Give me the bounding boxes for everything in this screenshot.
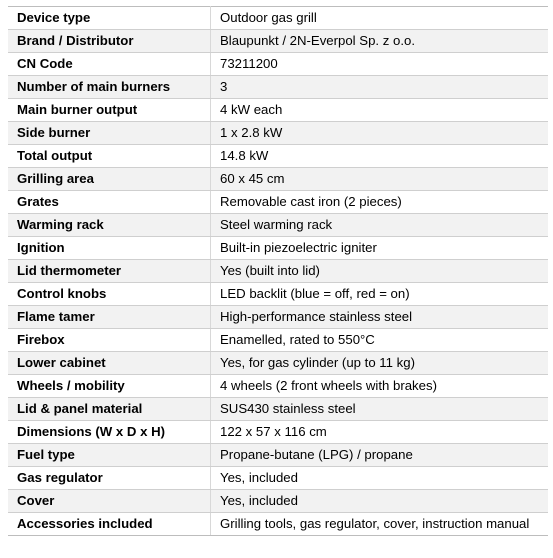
row-value: 122 x 57 x 116 cm [211,421,549,444]
table-row [8,421,548,444]
row-value: 4 wheels (2 front wheels with brakes) [211,375,549,398]
table-row [8,30,548,53]
row-label: Dimensions (W x D x H) [8,421,211,444]
row-value: 1 x 2.8 kW [211,122,549,145]
row-value: Grilling tools, gas regulator, cover, instruction manual [211,513,549,536]
row-label: Lid & panel material [8,398,211,421]
row-label: Fuel type [8,444,211,467]
row-value: High-performance stainless steel [211,306,549,329]
row-value: 60 x 45 cm [211,168,549,191]
row-label: Number of main burners [8,76,211,99]
table-row [8,260,548,283]
row-value: 4 kW each [211,99,549,122]
row-label: Accessories included [8,513,211,536]
table-row [8,53,548,76]
table-row [8,99,548,122]
row-label: Total output [8,145,211,168]
row-value: Yes, for gas cylinder (up to 11 kg) [211,352,549,375]
row-label: Device type [8,7,211,30]
row-value: SUS430 stainless steel [211,398,549,421]
row-value: 73211200 [211,53,549,76]
table-row [8,122,548,145]
table-row [8,7,548,30]
table-row [8,444,548,467]
table-row [8,398,548,421]
row-label: Side burner [8,122,211,145]
row-label: Grates [8,191,211,214]
row-value: Enamelled, rated to 550°C [211,329,549,352]
table-row [8,191,548,214]
row-value: Steel warming rack [211,214,549,237]
row-label: Flame tamer [8,306,211,329]
table-row [8,352,548,375]
table-row [8,490,548,513]
row-label: Control knobs [8,283,211,306]
row-value: Yes, included [211,467,549,490]
row-label: Lid thermometer [8,260,211,283]
row-value: Blaupunkt / 2N-Everpol Sp. z o.o. [211,30,549,53]
table-row [8,375,548,398]
table-row [8,283,548,306]
specification-table [8,6,548,536]
row-value: Yes, included [211,490,549,513]
row-label: Main burner output [8,99,211,122]
table-row [8,467,548,490]
row-value: Built-in piezoelectric igniter [211,237,549,260]
row-value: 14.8 kW [211,145,549,168]
row-label: Brand / Distributor [8,30,211,53]
row-value: Outdoor gas grill [211,7,549,30]
row-label: Ignition [8,237,211,260]
table-row [8,329,548,352]
row-value: Yes (built into lid) [211,260,549,283]
row-label: Grilling area [8,168,211,191]
table-row [8,145,548,168]
table-row [8,237,548,260]
row-value: Removable cast iron (2 pieces) [211,191,549,214]
table-row [8,306,548,329]
row-label: Gas regulator [8,467,211,490]
row-label: Cover [8,490,211,513]
row-label: Wheels / mobility [8,375,211,398]
specification-table-body [8,7,548,536]
row-label: Lower cabinet [8,352,211,375]
table-row [8,76,548,99]
row-value: Propane-butane (LPG) / propane [211,444,549,467]
row-label: CN Code [8,53,211,76]
row-value: LED backlit (blue = off, red = on) [211,283,549,306]
table-row [8,214,548,237]
row-label: Warming rack [8,214,211,237]
row-value: 3 [211,76,549,99]
table-row [8,513,548,536]
table-row [8,168,548,191]
row-label: Firebox [8,329,211,352]
